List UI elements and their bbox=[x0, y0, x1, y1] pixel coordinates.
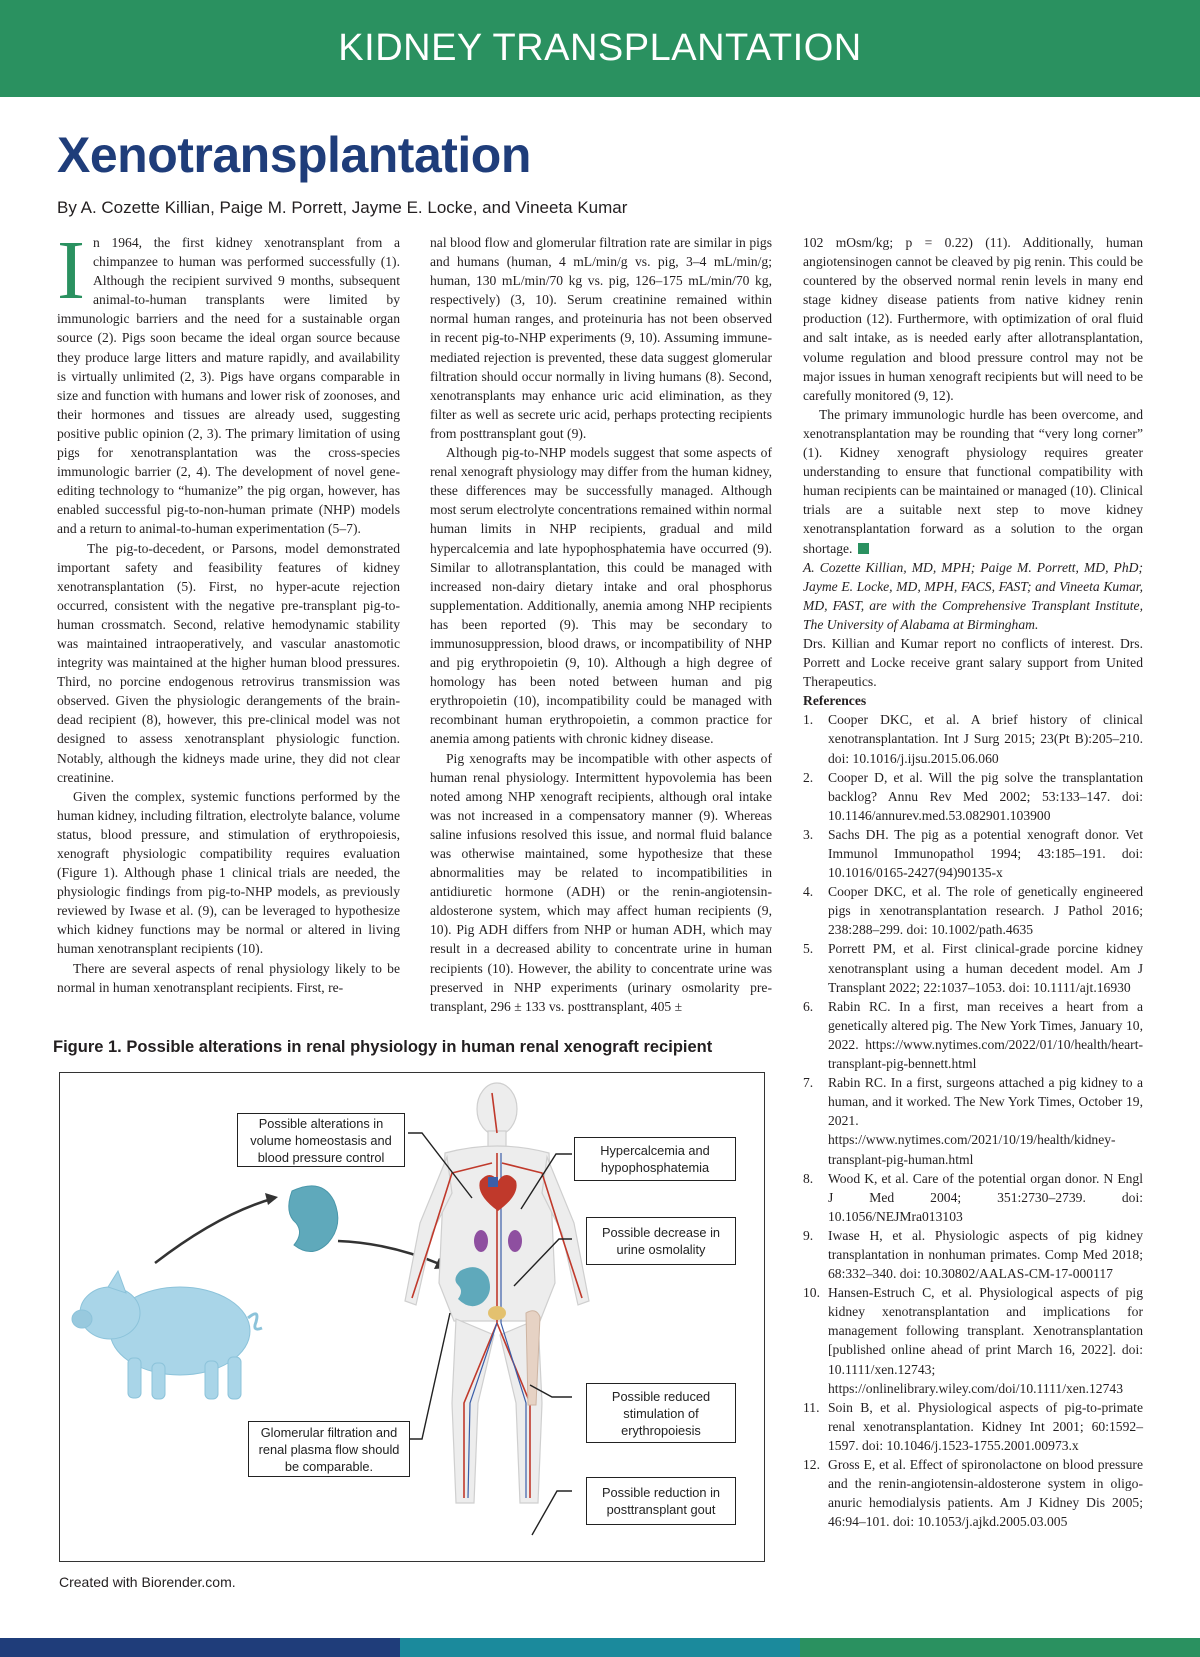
paragraph: Although pig-to-NHP models suggest that some aspects of renal xenograft physiology may differ from the human kidney, these differences may be successfully managed. Although most serum electrolyte concentrations remained within normal human limits in NHP recipients, gradual and mild hypercalcemia and late hypophosphatemia have occurred (9). Similar to allotransplantation, this could be managed with increased non-dairy dietary intake and oral phosphorus supplementation. Additionally, anemia among NHP recipients has been reported (9). This may be secondary to immunosuppression, blood draws, or incompatibility of NHP and pig erythropoietin (9, 10). Although a high degree of homology has been noted between human and pig erythropoietin (10), incompatibility could be managed with recombinant human erythropoietin, a common practice for anemia among patients with chronic kidney disease. bbox=[430, 445, 772, 747]
reference-number: 8. bbox=[803, 1170, 814, 1186]
reference-text: Cooper DKC, et al. The role of genetically engineered pigs in xenotransplantation research. J Pathol 2016; 238:288–299. doi: 10.1002/path.4635 bbox=[828, 884, 1143, 938]
body-column-1 bbox=[57, 224, 400, 997]
callout-hypercalcemia: Hypercalcemia and hypophosphatemia bbox=[574, 1137, 736, 1181]
reference-number: 11. bbox=[803, 1399, 820, 1415]
reference-text: Rabin RC. In a first, man receives a heart from a genetically altered pig. The New York Times, January 10, 2022. https://www.nytimes.com/2022/01/10/health/heart-transplant-pig-bennett.html bbox=[828, 998, 1143, 1072]
callout-glomerular-filtration: Glomerular filtration and renal plasma flow should be comparable. bbox=[248, 1421, 410, 1477]
figure-caption: Figure 1. Possible alterations in renal physiology in human renal xenograft recipient bbox=[53, 1038, 713, 1056]
reference-text: Hansen-Estruch C, et al. Physiological aspects of pig kidney xenotransplantation and implications for management following transplant. Xenotransplantation [published online ahead of print March 16, 2022]. doi: 10.1111/xen.12743; https://onlinelibrary.wiley.com/doi/10.1111/xen.12743 bbox=[828, 1285, 1143, 1396]
reference-text: Cooper DKC, et al. A brief history of clinical xenotransplantation. Int J Surg 2015; 23(Pt B):205–210. doi: 10.1016/j.ijsu.2015.06.060 bbox=[828, 712, 1143, 766]
reference-text: Iwase H, et al. Physiologic aspects of pig kidney transplantation in nonhuman primates. Comp Med 2018; 68:332–340. doi: 10.30802/AALAS-CM-17-000117 bbox=[828, 1227, 1143, 1282]
arrow-icon bbox=[155, 1198, 275, 1263]
reference-item bbox=[803, 1455, 1143, 1531]
pig-icon bbox=[72, 1271, 262, 1399]
reference-number: 1. bbox=[803, 712, 814, 728]
reference-item bbox=[803, 997, 1143, 1073]
paragraph: Pig xenografts may be incompatible with other aspects of human renal physiology. Intermittent hypovolemia has been noted among NHP xenograft recipients, although oral intake was not increased in a compensatory manner (9). Whereas saline infusions resolved this issue, and normal fluid balance was otherwise maintained, some hypothesize that these abnormalities may be related to incompatibilities in antidiuretic hormone (ADH) or the renin-angiotensin-aldosterone system, which may affect human recipients (9, 10). Pig ADH differs from NHP or human ADH, which may result in a decreased ability to concentrate urine in human recipients (10). However, the ability to concentrate urine was preserved in NHP experiments (urinary osmolarity pre-transplant, 296 ± 133 vs. posttransplant, 405 ± bbox=[430, 750, 772, 1014]
paragraph-text: n 1964, the first kidney xenotransplant from a chimpanzee to human was performed successfully (1). Although the recipient survived 9 months, subsequent animal-to-human transplants were limited by immunologic barriers and the need for a sustainable organ source (2). Pigs soon became the ideal organ source because they produce large litters and mature rapidly, and availability is virtually unlimited (2, 3). Pigs have organs comparable in size and function with humans and lower risk of zoonoses, and their hormones and tissues are already used, suggesting positive public opinion (2, 3). The primary limitation of using pigs for xenotransplantation was the cross-species immunologic barrier (2, 4). The development of novel gene-editing technology to “humanize” the pig organ, however, has enabled successful pig-to-non-human primate (NHP) models and a return to animal-to-human experimentation (5–7). bbox=[57, 235, 400, 537]
end-mark-icon bbox=[858, 543, 869, 554]
drop-cap: I bbox=[57, 224, 85, 317]
callout-urine-osmolality: Possible decrease in urine osmolality bbox=[586, 1217, 736, 1265]
reference-number: 12. bbox=[803, 1457, 820, 1472]
footer-bar-teal bbox=[400, 1638, 800, 1657]
paragraph: The pig-to-decedent, or Parsons, model demonstrated important safety and feasibility features of kidney xenotransplantation (5). First, no hyper-acute rejection occurred, consistent with the negative pre-transplant pig-to-human crossmatch. Second, relative hemodynamic stability was maintained intraoperatively, and vascular anastomotic integrity was maintained at the higher human blood pressures. Third, no porcine endogenous retrovirus transmission was observed. Given the physiologic derangements of the brain-dead recipient (8), however, this pre-clinical model was not designed to assess xenotransplant physiologic function. Notably, although the kidneys made urine, they did not clear creatinine. bbox=[57, 540, 400, 785]
reference-number: 10. bbox=[803, 1285, 820, 1301]
author-affiliation: A. Cozette Killian, MD, MPH; Paige M. Porrett, MD, PhD; Jayme E. Locke, MD, MPH, FACS, FAST; and Vineeta Kumar, MD, FAST, are with the Comprehensive Transplant Institute, The University of Alabama at Birmingham. bbox=[803, 559, 1143, 632]
reference-text: Wood K, et al. Care of the potential organ donor. N Engl J Med 2004; 351:2730–2739. doi: 10.1056/NEJMra013103 bbox=[828, 1170, 1143, 1224]
paragraph: 102 mOsm/kg; p = 0.22) (11). Additionally, human angiotensinogen cannot be cleaved by pig renin. This could be countered by the observed normal renin levels in many end stage kidney disease patients from native kidney renin production (12). Furthermore, with optimization of oral fluid and salt intake, as is needed early after allotransplantation, volume regulation and blood pressure control may not be major issues in human xenograft recipients but will need to be carefully monitored (9, 12). bbox=[803, 235, 1143, 403]
reference-number: 5. bbox=[803, 941, 814, 957]
figure-credit: Created with Biorender.com. bbox=[59, 1574, 236, 1590]
reference-text: Porrett PM, et al. First clinical-grade porcine kidney xenotransplant using a human decedent model. Am J Transplant 2022; 22:1037–1053. doi: 10.1111/ajt.16930 bbox=[828, 941, 1143, 995]
reference-item bbox=[803, 1226, 1143, 1283]
byline: By A. Cozette Killian, Paige M. Porrett, Jayme E. Locke, and Vineeta Kumar bbox=[57, 198, 628, 217]
reference-item bbox=[803, 710, 1143, 767]
section-title: KIDNEY TRANSPLANTATION bbox=[338, 27, 862, 69]
section-banner bbox=[0, 0, 1200, 97]
paragraph bbox=[57, 224, 400, 539]
paragraph: There are several aspects of renal physiology likely to be normal in human xenotransplant recipients. First, re- bbox=[57, 960, 400, 995]
figure-1 bbox=[59, 1072, 765, 1562]
reference-text: Rabin RC. In a first, surgeons attached a pig kidney to a human, and it worked. The New York Times, October 19, 2021. https://www.nytimes.com/2021/10/19/health/kidney-transplant-pig-human.html bbox=[828, 1075, 1143, 1167]
reference-text: Sachs DH. The pig as a potential xenograft donor. Vet Immunol Immunopathol 1994; 43:185–191. doi: 10.1016/0165-2427(94)90135-x bbox=[828, 826, 1143, 881]
reference-number: 2. bbox=[803, 769, 814, 785]
reference-text: Cooper D, et al. Will the pig solve the transplantation backlog? Annu Rev Med 2002; 53:133–147. doi: 10.1146/annurev.med.53.082901.103900 bbox=[828, 769, 1143, 823]
kidney-icon bbox=[289, 1186, 338, 1252]
callout-volume-homeostasis: Possible alterations in volume homeostasis and blood pressure control bbox=[237, 1113, 405, 1167]
reference-number: 3. bbox=[803, 826, 814, 842]
reference-number: 9. bbox=[803, 1227, 814, 1243]
reference-number: 4. bbox=[803, 884, 814, 900]
reference-number: 7. bbox=[803, 1075, 814, 1091]
reference-item bbox=[803, 1169, 1143, 1226]
footer-bar-navy bbox=[0, 1638, 400, 1657]
reference-item bbox=[803, 882, 1143, 939]
references-list bbox=[803, 710, 1143, 1531]
arrowhead-icon bbox=[265, 1193, 278, 1205]
body-column-3 bbox=[803, 233, 1143, 1531]
reference-number: 6. bbox=[803, 998, 814, 1014]
footer-bar-green bbox=[800, 1638, 1200, 1657]
reference-item bbox=[803, 939, 1143, 996]
article-title: Xenotransplantation bbox=[57, 127, 531, 183]
paragraph bbox=[803, 405, 1143, 558]
reference-item bbox=[803, 825, 1143, 882]
references-heading: References bbox=[803, 693, 867, 709]
reference-text: Soin B, et al. Physiological aspects of pig-to-primate renal xenotransplantation. Kidney Int 2001; 60:1592–1597. doi: 10.1046/j.1523-1755.2001.00973.x bbox=[828, 1399, 1143, 1453]
reference-text: Gross E, et al. Effect of spironolactone on blood pressure and the renin-angiotensin-aldosterone system in oligo-anuric hemodialysis patients. Am J Kidney Dis 2005; 46:94–101. doi: 10.1053/j.ajkd.2005.03.005 bbox=[828, 1457, 1143, 1530]
callout-erythropoiesis: Possible reduced stimulation of erythropoiesis bbox=[586, 1383, 736, 1443]
reference-item bbox=[803, 1283, 1143, 1398]
callout-posttransplant-gout: Possible reduction in posttransplant gout bbox=[586, 1477, 736, 1525]
body-column-2 bbox=[430, 233, 772, 1016]
paragraph-text: The primary immunologic hurdle has been overcome, and xenotransplantation may be rounding that “very long corner” (1). Kidney xenograft physiology requires greater understanding to ensure that functional compatibility with human recipients can be maintained or managed (10). Clinical trials are a suitable next step to move kidney xenotransplantation forward as a solution to the organ shortage. bbox=[803, 406, 1143, 556]
reference-item bbox=[803, 768, 1143, 825]
conflict-disclosure: Drs. Killian and Kumar report no conflicts of interest. Drs. Porrett and Locke receive grant salary support from United Therapeutics. bbox=[803, 635, 1143, 690]
reference-item bbox=[803, 1398, 1143, 1455]
paragraph: Given the complex, systemic functions performed by the human kidney, including filtration, electrolyte balance, volume status, blood pressure, and stimulation of erythropoiesis, xenograft physiologic compatibility requires evaluation (Figure 1). Although phase 1 clinical trials are needed, the physiologic findings from pig-to-NHP models, as previously reviewed by Iwase et al. (9), can be leveraged to hypothesize which kidney functions may be normal or altered in living human xenotransplant recipients (10). bbox=[57, 788, 400, 957]
paragraph: nal blood flow and glomerular filtration rate are similar in pigs and humans (human, 4 mL/min/g vs. pig, 3–4 mL/min/g; human, 130 mL/min/70 kg vs. pig, 126–175 mL/min/70 kg, respectively) (3, 10). Serum creatinine remained within normal human ranges, and proteinuria has not been observed in recent pig-to-NHP experiments (9, 10). Assuming immune-mediated rejection is prevented, these data suggest glomerular filtration should occur normally in living humans (8). Second, xenotransplants may enhance uric acid elimination, as they filter as well as secrete uric acid, perhaps protecting recipients from posttransplant gout (9). bbox=[430, 235, 772, 441]
reference-item bbox=[803, 1073, 1143, 1168]
